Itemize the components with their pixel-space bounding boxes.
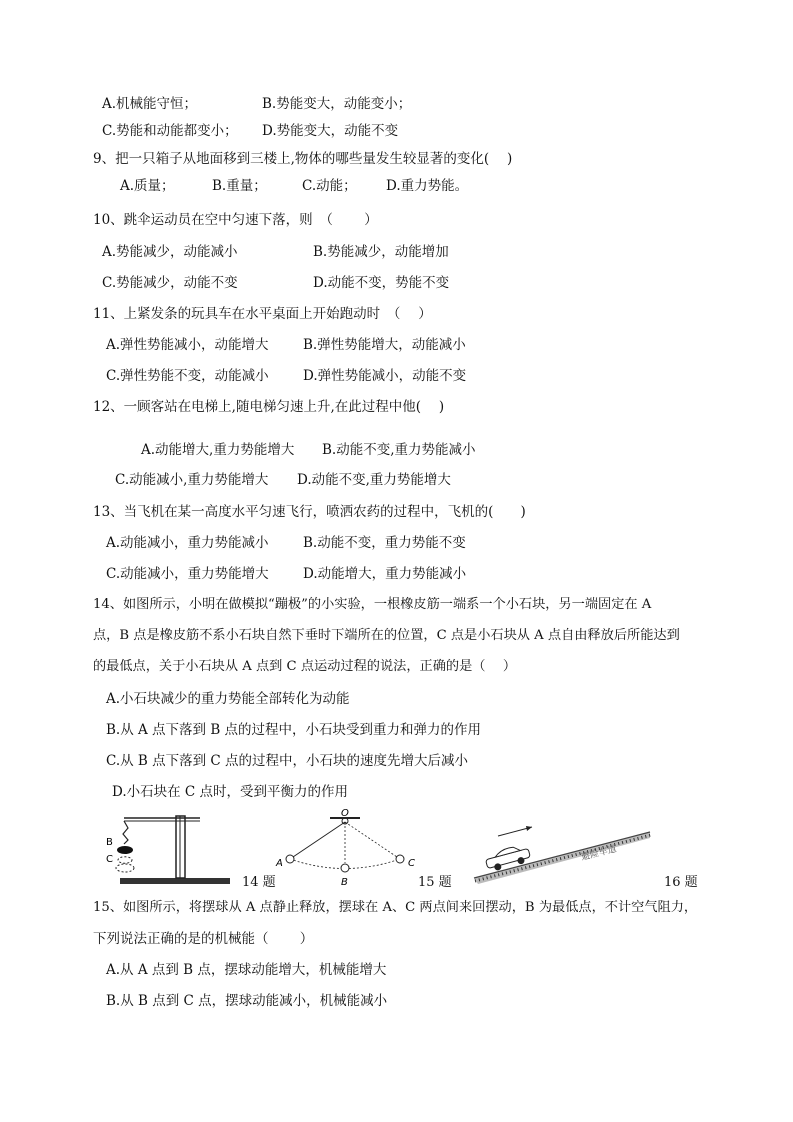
q10-option-a: A.势能减少，动能减小 <box>102 244 238 260</box>
q15-stem-line-2: 下列说法正确的是的机械能（ ） <box>93 931 314 947</box>
q11-stem: 11、上紧发条的玩具车在水平桌面上开始跑动时 （ ） <box>93 306 432 322</box>
q9-option-d: D.重力势能。 <box>386 178 469 194</box>
q15-stem-line-1: 15、如图所示，将摆球从 A 点静止释放，摆球在 A、C 两点间来回摆动，B 为最低点，不计空气阻力， <box>93 900 698 915</box>
q11-option-a: A.弹性势能减小，动能增大 <box>106 337 269 353</box>
q14-stem-line-3: 的最低点，关于小石块从 A 点到 C 点运动过程的说法，正确的是（ ） <box>93 659 517 674</box>
fig14-caption: 14 题 <box>242 875 276 890</box>
figure-15-pendulum <box>268 808 418 888</box>
q12-option-b: B.动能不变,重力势能减小 <box>322 442 476 458</box>
q10-option-d: D.动能不变，势能不变 <box>313 275 450 291</box>
q14-option-c: C.从 B 点下落到 C 点的过程中，小石块的速度先增大后减小 <box>106 753 469 769</box>
fig15-label-b: B <box>341 877 348 888</box>
q10-stem: 10、跳伞运动员在空中匀速下落，则 （ ） <box>93 212 378 228</box>
fig14-label-b: B <box>106 837 113 848</box>
q13-stem: 13、当飞机在某一高度水平匀速飞行，喷洒农药的过程中，飞机的( ) <box>93 504 526 520</box>
q13-option-d: D.动能增大，重力势能减小 <box>303 566 467 582</box>
fig15-label-a: A <box>276 858 283 869</box>
fig15-label-o: O <box>341 808 349 819</box>
q13-option-a: A.动能减小，重力势能减小 <box>106 535 269 551</box>
q11-option-c: C.弹性势能不变，动能减小 <box>106 368 269 384</box>
q8-option-d: D.势能变大，动能不变 <box>262 123 399 139</box>
q9-option-c: C.动能； <box>302 178 357 194</box>
q15-option-b: B.从 B 点到 C 点，摆球动能减小，机械能减小 <box>106 993 388 1009</box>
q14-option-b: B.从 A 点下落到 B 点的过程中，小石块受到重力和弹力的作用 <box>106 722 482 738</box>
q14-option-d: D.小石块在 C 点时，受到平衡力的作用 <box>112 784 349 800</box>
fig15-caption: 15 题 <box>418 875 452 890</box>
q10-option-c: C.势能减少，动能不变 <box>102 275 238 291</box>
figure-14-bungee-model <box>100 810 245 886</box>
q11-option-b: B.弹性势能增大，动能减小 <box>303 337 466 353</box>
q8-option-b: B.势能变大，动能变小； <box>262 96 412 112</box>
fig14-label-c: C <box>106 854 113 865</box>
q15-option-a: A.从 A 点到 B 点，摆球动能增大，机械能增大 <box>106 962 387 978</box>
fig16-caption: 16 题 <box>664 875 698 890</box>
q9-option-b: B.重量； <box>212 178 267 194</box>
q14-stem-line-2: 点，B 点是橡皮筋不系小石块自然下垂时下端所在的位置，C 点是小石块从 A 点自由释放后所能达到 <box>93 628 680 643</box>
q12-option-c: C.动能减小,重力势能增大 <box>115 472 269 488</box>
q9-option-a: A.质量； <box>120 178 175 194</box>
q14-stem-line-1: 14、如图所示，小明在做模拟“蹦极”的小实验，一根橡皮筋一端系一个小石块，另一端固定在 A <box>93 597 652 612</box>
q8-option-a: A.机械能守恒； <box>102 96 198 112</box>
q13-option-b: B.动能不变，重力势能不变 <box>303 535 466 551</box>
q12-option-d: D.动能不变,重力势能增大 <box>297 472 451 488</box>
q10-option-b: B.势能减少，动能增加 <box>313 244 449 260</box>
q14-option-a: A.小石块减少的重力势能全部转化为动能 <box>106 691 350 707</box>
fig15-label-c: C <box>408 858 415 869</box>
q9-stem: 9、把一只箱子从地面移到三楼上,物体的哪些量发生较显著的变化( ) <box>93 151 513 167</box>
q12-stem: 12、一顾客站在电梯上,随电梯匀速上升,在此过程中他( ) <box>93 399 445 415</box>
q13-option-c: C.动能减小，重力势能增大 <box>106 566 269 582</box>
q12-option-a: A.动能增大,重力势能增大 <box>141 442 295 458</box>
q11-option-d: D.弹性势能减小，动能不变 <box>303 368 467 384</box>
fig16-ramp-sign: 避险车道 <box>580 844 618 863</box>
q8-option-c: C.势能和动能都变小； <box>102 123 238 139</box>
figure-16-escape-ramp <box>470 818 655 884</box>
